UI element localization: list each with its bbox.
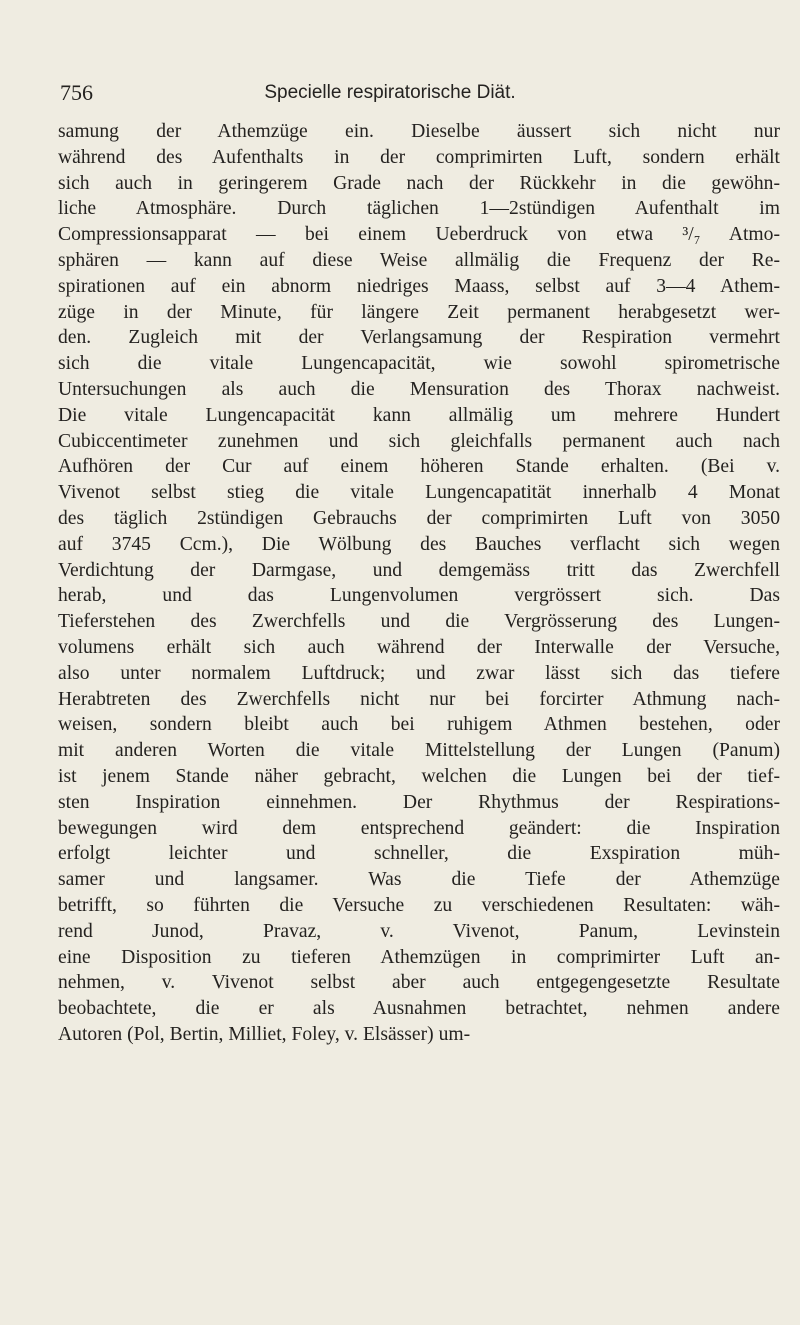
text-line: mit anderen Worten die vitale Mittelstellung der Lungen (Panum) <box>58 740 780 762</box>
text-line: spirationen auf ein abnorm niedriges Maass, selbst auf 3—4 Athem- <box>58 275 780 297</box>
text-line: während des Aufenthalts in der comprimirten Luft, sondern erhält <box>58 146 780 168</box>
text-line: Compressionsapparat — bei einem Ueberdruck von etwa ³/₇ Atmo- <box>58 224 780 246</box>
text-line: züge in der Minute, für längere Zeit permanent herabgesetzt wer- <box>58 301 780 323</box>
text-line: Vivenot selbst stieg die vitale Lungencapatität innerhalb 4 Monat <box>58 482 780 504</box>
body-text <box>58 119 780 1048</box>
text-line: Tieferstehen des Zwerchfells und die Vergrösserung des Lungen- <box>58 611 780 633</box>
text-line: erfolgt leichter und schneller, die Exspiration müh- <box>58 843 780 865</box>
running-head: Specielle respiratorische Diät. <box>264 82 516 103</box>
text-line: ist jenem Stande näher gebracht, welchen die Lungen bei der tief- <box>58 765 780 787</box>
text-line: bewegungen wird dem entsprechend geändert: die Inspiration <box>58 817 780 839</box>
text-line: Die vitale Lungencapacität kann allmälig um mehrere Hundert <box>58 404 780 426</box>
text-line: Cubiccentimeter zunehmen und sich gleichfalls permanent auch nach <box>58 430 780 452</box>
text-line: also unter normalem Luftdruck; und zwar lässt sich das tiefere <box>58 662 780 684</box>
text-line: Autoren (Pol, Bertin, Milliet, Foley, v. Elsässer) um- <box>58 1023 471 1045</box>
text-line: beobachtete, die er als Ausnahmen betrachtet, nehmen andere <box>58 998 780 1020</box>
text-line: sphären — kann auf diese Weise allmälig die Frequenz der Re- <box>58 249 780 271</box>
text-line: samung der Athemzüge ein. Dieselbe äussert sich nicht nur <box>58 121 780 142</box>
text-line: Herabtreten des Zwerchfells nicht nur bei forcirter Athmung nach- <box>58 688 780 710</box>
text-line: den. Zugleich mit der Verlangsamung der Respiration vermehrt <box>58 327 780 349</box>
text-line: weisen, sondern bleibt auch bei ruhigem Athmen bestehen, oder <box>58 714 780 736</box>
text-line: sten Inspiration einnehmen. Der Rhythmus der Respirations- <box>58 791 780 813</box>
text-line: rend Junod, Pravaz, v. Vivenot, Panum, Levinstein <box>58 920 780 942</box>
text-line: Verdichtung der Darmgase, und demgemäss tritt das Zwerchfell <box>58 559 780 581</box>
text-line: herab, und das Lungenvolumen vergrössert sich. Das <box>58 585 780 607</box>
page-number: 756 <box>60 80 93 105</box>
page-header <box>60 80 780 110</box>
text-line: Aufhören der Cur auf einem höheren Stande erhalten. (Bei v. <box>58 456 780 478</box>
text-line: volumens erhält sich auch während der Interwalle der Versuche, <box>58 636 780 658</box>
text-line: auf 3745 Ccm.), Die Wölbung des Bauches verflacht sich wegen <box>58 533 780 555</box>
text-line: sich auch in geringerem Grade nach der Rückkehr in die gewöhn- <box>58 172 780 194</box>
text-line: sich die vitale Lungencapacität, wie sowohl spirometrische <box>58 353 780 375</box>
text-line: liche Atmosphäre. Durch täglichen 1—2stündigen Aufenthalt im <box>58 198 780 220</box>
text-line: Untersuchungen als auch die Mensuration des Thorax nachweist. <box>58 378 780 400</box>
text-line: des täglich 2stündigen Gebrauchs der comprimirten Luft von 3050 <box>58 507 780 529</box>
text-line: samer und langsamer. Was die Tiefe der Athemzüge <box>58 869 780 891</box>
text-line: betrifft, so führten die Versuche zu verschiedenen Resultaten: wäh- <box>58 894 780 916</box>
text-line: eine Disposition zu tieferen Athemzügen in comprimirter Luft an- <box>58 946 780 968</box>
text-line: nehmen, v. Vivenot selbst aber auch entgegengesetzte Resultate <box>58 972 780 994</box>
